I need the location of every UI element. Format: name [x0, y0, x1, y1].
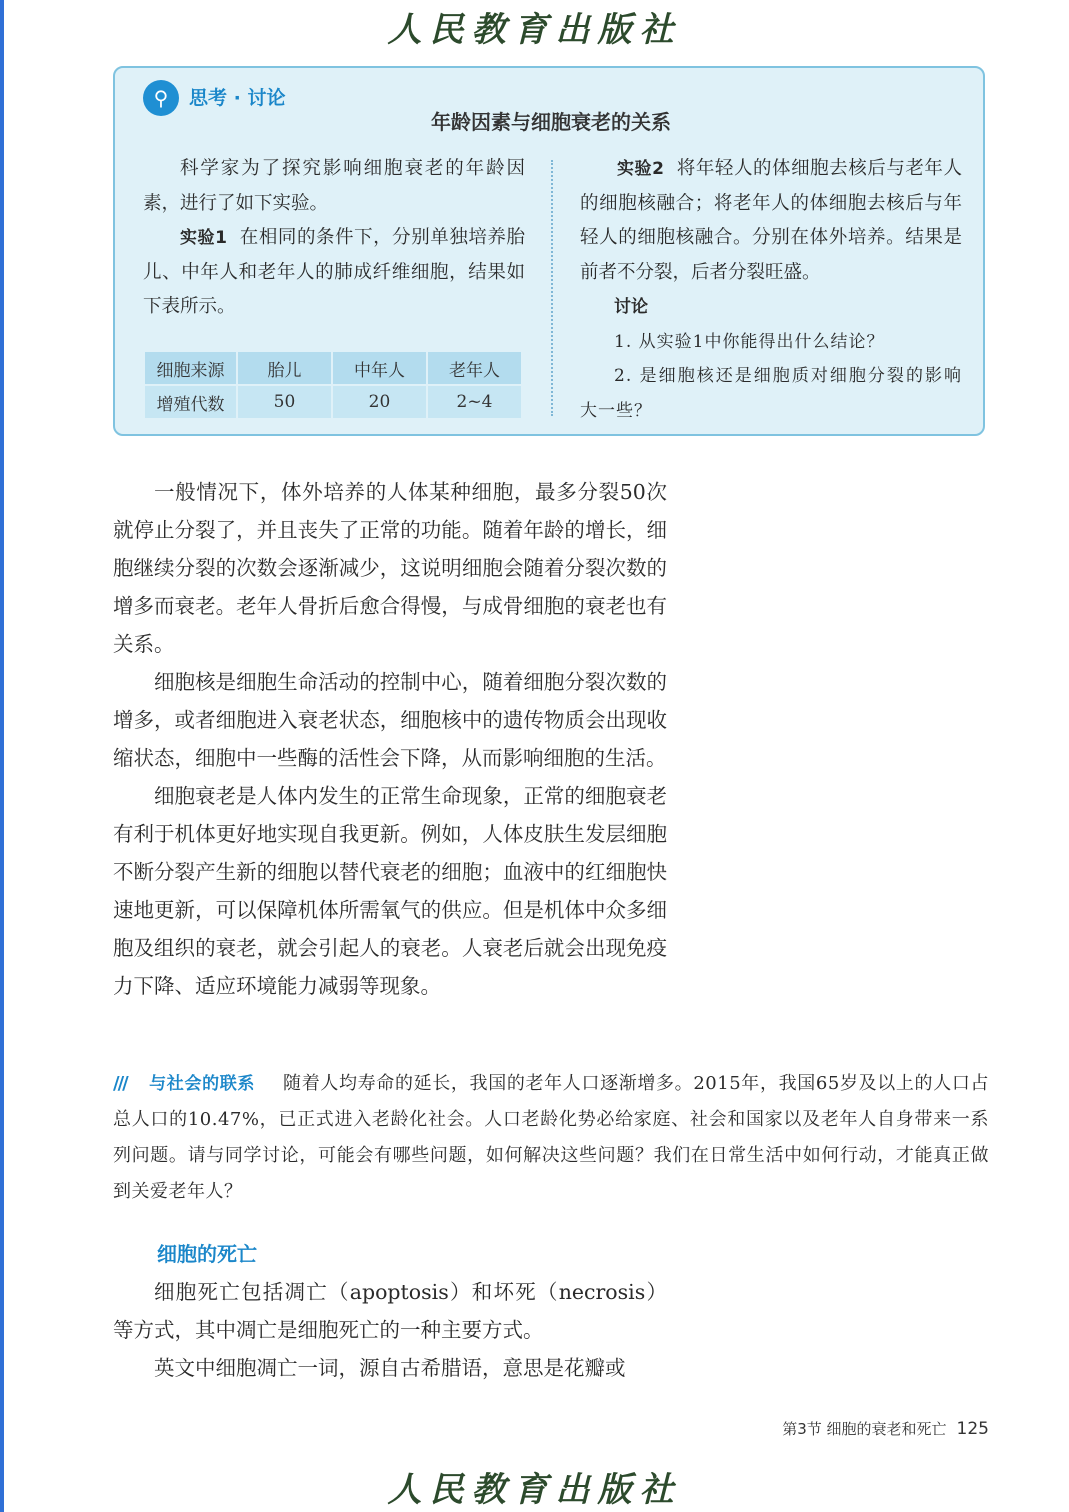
table-header: 细胞来源 [145, 352, 236, 384]
experiment-1-label: 实验1 [180, 228, 227, 248]
discussion-title: 年龄因素与细胞衰老的关系 [431, 110, 671, 134]
page-edge-bar [0, 0, 4, 1512]
paragraph: 一般情况下，体外培养的人体某种细胞，最多分裂50次就停止分裂了，并且丧失了正常的功能。随着年龄的增长，细胞继续分裂的次数会逐渐减少，这说明细胞会随着分裂次数的增多而衰老。老年人骨折后愈合得慢，与成骨细胞的衰老也有关系。 [113, 480, 667, 656]
table-cell: 2~4 [428, 386, 521, 418]
table-header: 老年人 [428, 352, 521, 384]
discussion-left-column [143, 152, 525, 325]
social-connection-text: 随着人均寿命的延长，我国的老年人口逐渐增多。2015年，我国65岁及以上的人口占总人口的10.47%，已正式进入老龄化社会。人口老龄化势必给家庭、社会和国家以及老年人自身带来一系列问题。请与同学讨论，可能会有哪些问题，如何解决这些问题？我们在日常生活中如何行动，才能真正做到关爱老年人？ [113, 1073, 989, 1202]
table-row [145, 386, 521, 418]
question-2: 2. 是细胞核还是细胞质对细胞分裂的影响大一些？ [580, 366, 962, 421]
discussion-label: 思考 · 讨论 [189, 87, 286, 109]
experiment-1 [143, 221, 525, 325]
experiment-2-text: 将年轻人的体细胞去核后与老年人的细胞核融合；将老年人的体细胞去核后与年轻人的细胞核融合。分别在体外培养。结果是前者不分裂，后者分裂旺盛。 [580, 158, 962, 283]
social-connection-box [113, 1066, 989, 1210]
proliferation-table [143, 350, 523, 420]
lightbulb-icon: ⚲ [143, 80, 179, 116]
page-number: 125 [956, 1419, 989, 1439]
page-footer [782, 1418, 989, 1439]
death-section-text [113, 1273, 667, 1387]
publisher-logo-top: 人民教育出版社 [387, 10, 682, 50]
paragraph: 细胞死亡包括凋亡（apoptosis）和坏死（necrosis）等方式，其中凋亡是细胞死亡的一种主要方式。 [113, 1280, 667, 1342]
question-1: 1. 从实验1中你能得出什么结论？ [614, 331, 885, 352]
experiment-2-label: 实验2 [617, 159, 664, 179]
table-header: 胎儿 [238, 352, 331, 384]
paragraph: 英文中细胞凋亡一词，源自古希腊语，意思是花瓣或 [154, 1356, 626, 1380]
discussion-box [113, 66, 985, 436]
experiment-1-text: 在相同的条件下，分别单独培养胎儿、中年人和老年人的肺成纤维细胞，结果如下表所示。 [143, 227, 525, 317]
table-header-row [145, 352, 521, 384]
discussion-right-column [580, 152, 962, 428]
table-cell: 20 [333, 386, 426, 418]
table-cell: 增殖代数 [145, 386, 236, 418]
publisher-logo-bottom: 人民教育出版社 [387, 1470, 682, 1510]
discussion-intro: 科学家为了探究影响细胞衰老的年龄因素，进行了如下实验。 [143, 158, 525, 214]
main-text [113, 473, 667, 1005]
table-header: 中年人 [333, 352, 426, 384]
table-cell: 50 [238, 386, 331, 418]
column-divider [551, 160, 553, 416]
experiment-2 [580, 152, 962, 290]
discuss-label: 讨论 [614, 297, 648, 317]
slash-lines-icon: /// [113, 1073, 127, 1094]
footer-section-title: 第3节 细胞的衰老和死亡 [782, 1420, 947, 1438]
social-connection-label: 与社会的联系 [149, 1074, 256, 1094]
section-heading: 细胞的死亡 [157, 1242, 257, 1266]
paragraph: 细胞核是细胞生命活动的控制中心，随着细胞分裂次数的增多，或者细胞进入衰老状态，细胞核中的遗传物质会出现收缩状态，细胞中一些酶的活性会下降，从而影响细胞的生活。 [113, 670, 667, 770]
paragraph: 细胞衰老是人体内发生的正常生命现象，正常的细胞衰老有利于机体更好地实现自我更新。例如，人体皮肤生发层细胞不断分裂产生新的细胞以替代衰老的细胞；血液中的红细胞快速地更新，可以保障机体所需氧气的供应。但是机体中众多细胞及组织的衰老，就会引起人的衰老。人衰老后就会出现免疫力下降、适应环境能力减弱等现象。 [113, 784, 667, 998]
